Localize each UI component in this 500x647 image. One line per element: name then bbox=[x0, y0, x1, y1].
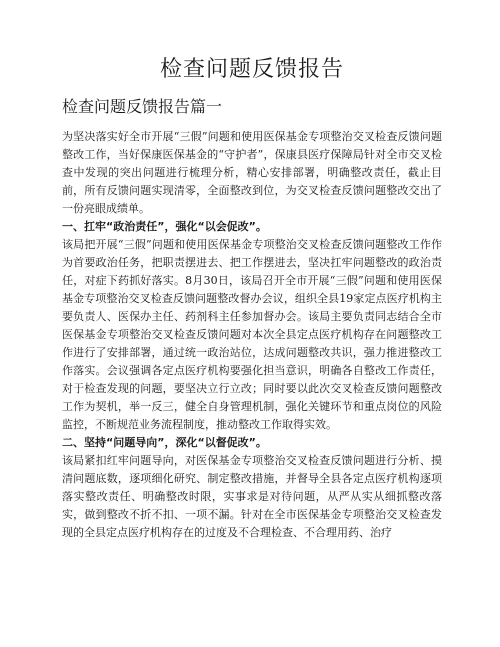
heading-2: 二、坚持“问题导向”，深化“以督促改”。 bbox=[62, 436, 267, 449]
document-title: 检查问题反馈报告 bbox=[159, 57, 344, 82]
paragraph-1: 该局把开展“三假”问题和使用医保基金专项整治交叉检查反馈问题整改工作作为首要政治任务，把职责摆进去、把工作摆进去，坚决扛牢问题整改的政治责任，对症下药抓好落实。8月30日，该局召开全市开展“三假”问题和使用医保基金专项整治交叉检查反馈问题整改督办会议，组织全县19家定点医疗机构主要负责人、医保办主任、药剂科主任参加督办会。该局主要负责同志结合全市医保基金专项整治交叉检查反馈问题对本次全县定点医疗机构存在问题整改工作进行了安排部署，通过统一政治站位，达成问题整改共识，强力推进整改工作落实。会议强调各定点医疗机构要强化担当意识，明确各自整改工作责任，对于检查发现的问题，要坚决立行立改；同时要以此次交叉检查反馈问题整改工作为契机，举一反三，健全自身管理机制，强化关键环节和重点岗位的风险监控，不断规范业务流程制度，推动整改工作取得实效。 bbox=[62, 238, 442, 431]
intro-paragraph: 为坚决落实好全市开展“三假”问题和使用医保基金专项整治交叉检查反馈问题整改工作，当好保康医保基金的“守护者”，保康县医疗保障局针对全市交叉检查中发现的突出问题进行梳理分析，精心安排部署，明确整改责任，截止目前，所有反馈问题实现清零，全面整改到位，为交叉检查反馈问题整改交出了一份亮眼成绩单。 bbox=[62, 130, 442, 215]
paragraph-2: 该局紧扣红牢问题导向，对医保基金专项整治交叉检查反馈问题进行分析、摸清问题底数，逐项细化研究、制定整改措施，并督导全县各定点医疗机构逐项落实整改责任、明确整改时限，实事求是对待问题，从严从实从细抓整改落实，做到整改不折不扣、一项不漏。针对在全市医保基金专项整治交叉检查发现的全县定点医疗机构存在的过度及不合理检查、不合理用药、治疗 bbox=[62, 454, 442, 539]
section-title: 检查问题反馈报告篇一 bbox=[62, 97, 223, 116]
heading-1: 一、扛牢“政治责任”，强化“以会促改”。 bbox=[62, 220, 267, 233]
